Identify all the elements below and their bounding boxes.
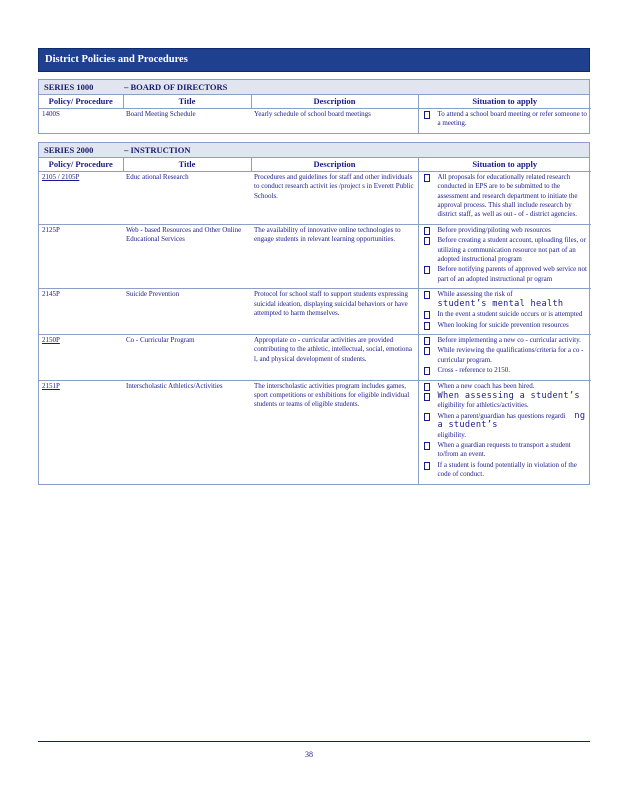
policy-code-link[interactable]: 2105 / 2105P	[42, 172, 80, 181]
policy-code-link[interactable]: 2150P	[39, 334, 123, 380]
table-row	[39, 109, 591, 133]
checkbox-bullet-icon	[424, 367, 430, 375]
col-header-policy: Policy/ Procedure	[39, 158, 123, 172]
list-item: If a student is found potentially in violation of the code of conduct.	[423, 461, 589, 480]
footer-divider	[38, 741, 590, 742]
policy-code: 2125P	[39, 224, 123, 288]
list-item: All proposals for educationally related research conducted in EPS are to be submitted to the assessment and research department to initiate the approval process. This shall include research by district staff, as well as out - of - district agencies.	[423, 173, 589, 220]
column-header-row	[39, 95, 591, 109]
column-header-row	[39, 158, 591, 172]
checkbox-bullet-icon	[424, 383, 430, 391]
list-item: In the event a student suicide occurs or is attempted	[423, 310, 589, 319]
policy-title: Web - based Resources and Other Online Educational Services	[123, 224, 251, 288]
policy-description: Yearly schedule of school board meetings	[254, 110, 371, 118]
checkbox-bullet-icon	[424, 393, 430, 401]
policy-code: 1400S	[42, 110, 60, 118]
policy-title: Board Meeting Schedule	[126, 110, 196, 118]
series-header	[39, 143, 589, 158]
col-header-situation: Situation to apply	[418, 158, 591, 172]
list-item: When a guardian requests to transport a student to/from an event.	[423, 441, 589, 460]
table-row	[39, 334, 591, 380]
page-banner: District Policies and Procedures	[38, 48, 590, 72]
policy-code: 2145P	[39, 289, 123, 335]
checkbox-bullet-icon	[424, 337, 430, 345]
checkbox-bullet-icon	[424, 462, 430, 470]
series-name: – BOARD OF DIRECTORS	[124, 82, 228, 92]
list-item: When looking for suicide prevention resources	[423, 321, 589, 330]
table-row	[39, 171, 591, 224]
col-header-title: Title	[123, 95, 251, 109]
policy-description: Appropriate co - curricular activities are provided contributing to the athletic, intellectual, social, emotiona l, and physical development of students.	[251, 334, 418, 380]
series-2000-section	[38, 142, 590, 485]
list-item: Before notifying parents of approved web service not part of an adopted instructional pr ogram	[423, 265, 589, 284]
policy-situations	[418, 224, 591, 288]
series-1000-section	[38, 79, 590, 134]
policy-code-link[interactable]: 2151P	[39, 380, 123, 484]
list-item: While assessing the risk of student’s mental health	[423, 290, 589, 309]
policy-table	[39, 95, 591, 133]
checkbox-bullet-icon	[424, 442, 430, 450]
checkbox-bullet-icon	[424, 111, 430, 119]
list-item: Cross - reference to 2150.	[423, 366, 589, 375]
series-header	[39, 80, 589, 95]
policy-title: Co - Curricular Program	[123, 334, 251, 380]
list-item: When assessing a student’s eligibility for athletics/activities.	[423, 392, 589, 411]
checkbox-bullet-icon	[424, 227, 430, 235]
policy-situations	[418, 334, 591, 380]
policy-description: Protocol for school staff to support students expressing suicidal ideation, displaying suicidal behaviors or have attempted to harm themselves.	[251, 289, 418, 335]
series-name: – INSTRUCTION	[124, 144, 191, 155]
list-item: Before implementing a new co - curricular activity.	[423, 336, 589, 345]
policy-description: The interscholastic activities program includes games, sport competitions or exhibitions for eligible individual students or teams of eligible students.	[251, 380, 418, 484]
policy-situations	[418, 289, 591, 335]
policy-situations	[418, 380, 591, 484]
list-item: While reviewing the qualifications/criteria for a co - curricular program.	[423, 346, 589, 365]
checkbox-bullet-icon	[424, 413, 430, 421]
col-header-title: Title	[123, 158, 251, 172]
col-header-description: Description	[251, 95, 418, 109]
list-item: When a new coach has been hired.	[423, 382, 589, 391]
policy-situations	[418, 171, 591, 224]
policy-situations	[418, 109, 591, 133]
table-row	[39, 224, 591, 288]
document-page	[38, 48, 590, 485]
policy-description: Procedures and guidelines for staff and other individuals to conduct research activit ies /project s in Everett Public Schools.	[254, 172, 414, 200]
series-code: SERIES 2000	[44, 144, 94, 155]
list-item: When a parent/guardian has questions regardi ng a student’s eligibility.	[423, 412, 589, 440]
checkbox-bullet-icon	[424, 347, 430, 355]
list-item: Before providing/piloting web resources	[423, 226, 589, 235]
policy-table	[39, 158, 591, 484]
page-number: 38	[305, 750, 313, 759]
policy-description: The availability of innovative online technologies to engage students in relevant learning opportunities.	[251, 224, 418, 288]
policy-title: Educ ational Research	[126, 172, 189, 181]
col-header-situation: Situation to apply	[418, 95, 591, 109]
policy-title: Suicide Prevention	[123, 289, 251, 335]
table-row	[39, 380, 591, 484]
checkbox-bullet-icon	[424, 266, 430, 274]
checkbox-bullet-icon	[424, 322, 430, 330]
checkbox-bullet-icon	[424, 237, 430, 245]
col-header-description: Description	[251, 158, 418, 172]
series-code: SERIES 1000	[44, 82, 94, 92]
list-item: To attend a school board meeting or refer someone to a meeting.	[423, 110, 589, 129]
checkbox-bullet-icon	[424, 174, 430, 182]
policy-title: Interscholastic Athletics/Activities	[123, 380, 251, 484]
checkbox-bullet-icon	[424, 311, 430, 319]
col-header-policy: Policy/ Procedure	[39, 95, 123, 109]
checkbox-bullet-icon	[424, 291, 430, 299]
table-row	[39, 289, 591, 335]
list-item: Before creating a student account, uploading files, or utilizing a communication resource not part of an adopted instructional program	[423, 236, 589, 264]
